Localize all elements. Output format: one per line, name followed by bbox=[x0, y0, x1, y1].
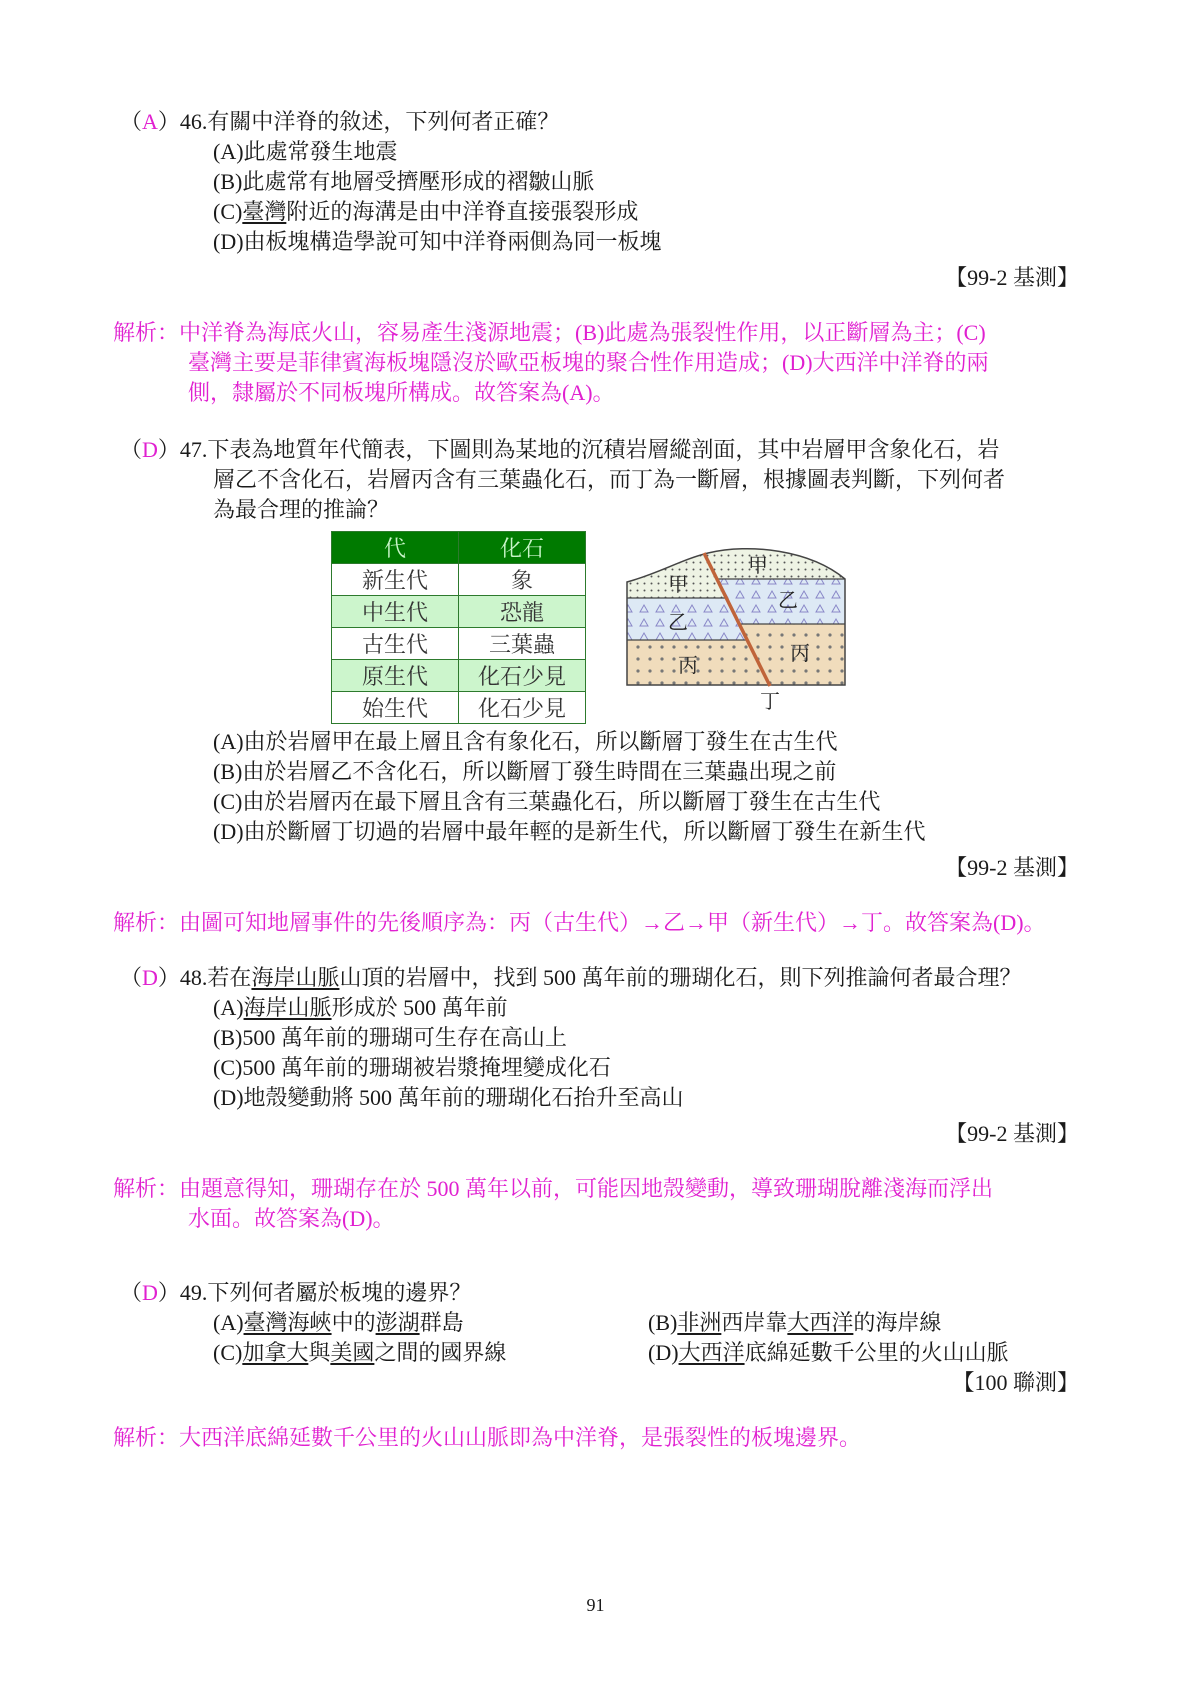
q46-header: （A）46.有關中洋脊的敘述，下列何者正確？ bbox=[120, 109, 560, 134]
q47-option-d: (D)由於斷層丁切過的岩層中最年輕的是新生代，所以斷層丁發生在新生代 bbox=[213, 819, 926, 844]
q49-source: 【100 聯測】 bbox=[952, 1370, 1079, 1395]
q47-header: （D）47.下表為地質年代簡表，下圖則為某地的沉積岩層縱剖面，其中岩層甲含象化石，岩 bbox=[120, 437, 1000, 462]
q49-number: 49. bbox=[179, 1280, 208, 1305]
q49-explanation-1: 解析：大西洋底綿延數千公里的火山山脈即為中洋脊，是張裂性的板塊邊界。 bbox=[113, 1425, 862, 1450]
table-row: 中生代 恐龍 bbox=[332, 596, 586, 628]
q48-option-b: (B)500 萬年前的珊瑚可生存在高山上 bbox=[213, 1025, 567, 1050]
q47-stem-3: 為最合理的推論？ bbox=[213, 497, 390, 522]
table-row: 原生代 化石少見 bbox=[332, 660, 586, 692]
q48-explanation-2: 水面。故答案為(D)。 bbox=[188, 1206, 395, 1231]
page-number: 91 bbox=[586, 1595, 605, 1615]
q46-explanation-2: 臺灣主要是菲律賓海板塊隱沒於歐亞板塊的聚合性作用造成；(D)大西洋中洋脊的兩 bbox=[188, 350, 989, 375]
table-row: 古生代 三葉蟲 bbox=[332, 628, 586, 660]
q49-option-c: (C)加拿大與美國之間的國界線 bbox=[213, 1340, 507, 1365]
q47-option-a: (A)由於岩層甲在最上層且含有象化石，所以斷層丁發生在古生代 bbox=[213, 729, 838, 754]
q47-number: 47. bbox=[179, 437, 208, 462]
label-layer-jia-left: 甲 bbox=[668, 572, 688, 596]
q46-option-d: (D)由板塊構造學說可知中洋脊兩側為同一板塊 bbox=[213, 229, 662, 254]
q46-explanation-3: 側，隸屬於不同板塊所構成。故答案為(A)。 bbox=[188, 380, 615, 405]
label-layer-yi-left: 乙 bbox=[668, 610, 688, 634]
q46-option-b: (B)此處常有地層受擠壓形成的褶皺山脈 bbox=[213, 169, 595, 194]
q48-option-d: (D)地殼變動將 500 萬年前的珊瑚化石抬升至高山 bbox=[213, 1085, 684, 1110]
q47-explanation-1: 解析：由圖可知地層事件的先後順序為：丙（古生代）→乙→甲（新生代）→丁。故答案為(D)。 bbox=[113, 910, 1046, 935]
q48-number: 48. bbox=[179, 965, 208, 990]
q46-option-a: (A)此處常發生地震 bbox=[213, 139, 398, 164]
q46-explanation-1: 解析：中洋脊為海底火山，容易產生淺源地震；(B)此處為張裂性作用，以正斷層為主；(C) bbox=[113, 320, 986, 345]
q46-source: 【99-2 基測】 bbox=[945, 265, 1079, 290]
table-header-fossil: 化石 bbox=[459, 532, 586, 564]
q47-stem-1: 下表為地質年代簡表，下圖則為某地的沉積岩層縱剖面，其中岩層甲含象化石，岩 bbox=[207, 437, 1000, 462]
q48-option-a: (A)海岸山脈形成於 500 萬年前 bbox=[213, 995, 508, 1020]
q48-answer: D bbox=[142, 965, 158, 990]
table-header-era: 代 bbox=[332, 532, 459, 564]
q48-source: 【99-2 基測】 bbox=[945, 1121, 1079, 1146]
geologic-era-table bbox=[331, 531, 586, 724]
q49-stem: 下列何者屬於板塊的邊界？ bbox=[207, 1280, 472, 1305]
label-layer-yi-right: 乙 bbox=[778, 588, 798, 612]
table-row: 始生代 化石少見 bbox=[332, 692, 586, 724]
q48-explanation-1: 解析：由題意得知，珊瑚存在於 500 萬年以前，可能因地殼變動，導致珊瑚脫離淺海而浮出 bbox=[113, 1176, 994, 1201]
label-layer-bing-left: 丙 bbox=[678, 653, 698, 677]
q48-header: （D）48.若在海岸山脈山頂的岩層中，找到 500 萬年前的珊瑚化石，則下列推論何者最合理？ bbox=[120, 965, 1022, 990]
label-fault-ding: 丁 bbox=[760, 689, 780, 710]
q48-option-c: (C)500 萬年前的珊瑚被岩漿掩埋變成化石 bbox=[213, 1055, 611, 1080]
q49-option-b: (B)非洲西岸靠大西洋的海岸線 bbox=[648, 1310, 942, 1335]
q46-option-c: (C)臺灣附近的海溝是由中洋脊直接張裂形成 bbox=[213, 199, 639, 224]
table-row: 新生代 象 bbox=[332, 564, 586, 596]
q49-header: （D）49.下列何者屬於板塊的邊界？ bbox=[120, 1280, 472, 1305]
q47-option-b: (B)由於岩層乙不含化石，所以斷層丁發生時間在三葉蟲出現之前 bbox=[213, 759, 837, 784]
q47-source: 【99-2 基測】 bbox=[945, 855, 1079, 880]
q47-answer: D bbox=[142, 437, 158, 462]
label-layer-jia-right: 甲 bbox=[748, 553, 768, 577]
q49-option-a: (A)臺灣海峽中的澎湖群島 bbox=[213, 1310, 464, 1335]
q46-stem: 有關中洋脊的敘述，下列何者正確？ bbox=[207, 109, 560, 134]
q46-number: 46. bbox=[179, 109, 208, 134]
q49-answer: D bbox=[142, 1280, 158, 1305]
q47-option-c: (C)由於岩層丙在最下層且含有三葉蟲化石，所以斷層丁發生在古生代 bbox=[213, 789, 881, 814]
q49-option-d: (D)大西洋底綿延數千公里的火山山脈 bbox=[648, 1340, 1009, 1365]
rock-layer-cross-section-diagram bbox=[620, 545, 850, 710]
q46-answer: A bbox=[142, 109, 158, 134]
q47-stem-2: 層乙不含化石，岩層丙含有三葉蟲化石，而丁為一斷層，根據圖表判斷，下列何者 bbox=[213, 467, 1006, 492]
label-layer-bing-right: 丙 bbox=[790, 641, 810, 665]
